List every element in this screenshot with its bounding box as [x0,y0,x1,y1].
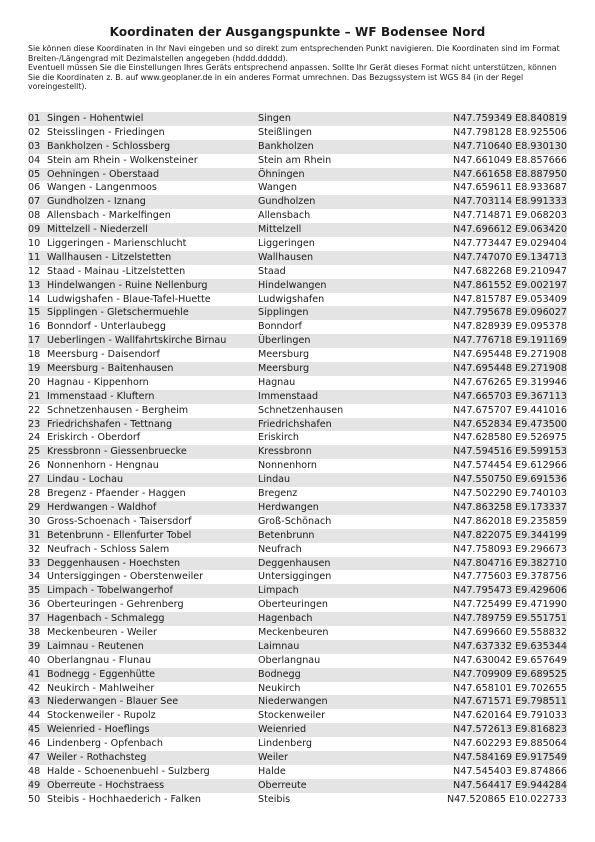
route-name: Niederwangen - Blauer See [47,696,179,708]
coordinates: N47.665703 E9.367113 [453,390,567,402]
start-place: Hindelwangen [258,279,327,291]
route-name: Stockenweiler - Rupolz [47,710,156,722]
coordinates: N47.776718 E9.191169 [453,335,567,347]
coordinates: N47.695448 E9.271908 [453,363,567,375]
table-row [28,168,567,182]
row-number: 42 [28,682,41,694]
start-place: Friedrichshafen [258,418,332,430]
coordinates: N47.695448 E9.271908 [453,349,567,361]
row-number: 08 [28,210,41,222]
row-number: 41 [28,668,41,680]
coordinates: N47.710640 E8.930130 [453,140,567,152]
coordinates: N47.637332 E9.635344 [453,640,567,652]
start-place: Ludwigshafen [258,293,325,305]
row-number: 50 [28,793,41,805]
route-name: Immenstaad - Kluftern [47,390,155,402]
page-title: Koordinaten der Ausgangspunkte – WF Bodensee Nord [109,25,486,39]
start-place: Meckenbeuren [258,626,329,638]
start-place: Hagenbach [258,613,313,625]
row-number: 02 [28,126,41,138]
row-number: 40 [28,654,41,666]
start-place: Groß-Schönach [258,515,332,527]
start-place: Meersburg [258,363,310,375]
coordinates: N47.798128 E8.925506 [453,126,567,138]
start-place: Oberreute [258,779,307,791]
route-name: Neukirch - Mahlweiher [47,682,155,694]
coordinates: N47.628580 E9.526975 [453,432,567,444]
coordinates: N47.502290 E9.740103 [453,488,567,500]
coordinates: N47.550750 E9.691536 [453,474,567,486]
coordinates: N47.747070 E9.134713 [453,251,567,263]
table-row [28,404,567,418]
row-number: 39 [28,640,41,652]
start-place: Singen [258,113,291,124]
table-row [28,293,567,307]
start-place: Gundholzen [258,196,316,208]
route-name: Meersburg - Daisendorf [47,349,160,361]
table-row [28,320,567,334]
row-number: 24 [28,432,41,444]
start-place: Immenstaad [258,390,319,402]
row-number: 25 [28,446,41,458]
start-place: Deggenhausen [258,557,331,569]
route-name: Meckenbeuren - Weiler [47,626,158,638]
start-place: Sipplingen [258,307,309,319]
coordinates: N47.775603 E9.378756 [453,571,567,583]
coordinates: N47.620164 E9.791033 [453,710,567,722]
route-name: Bankholzen - Schlossberg [47,140,171,152]
table-row [28,223,567,237]
route-name: Bonndorf - Unterlaubegg [47,321,166,333]
coordinates: N47.630042 E9.657649 [453,654,567,666]
row-number: 21 [28,390,41,402]
route-name: Lindenberg - Opfenbach [47,738,163,750]
table-row [28,570,567,584]
table-row [28,181,567,195]
start-place: Kressbronn [258,446,312,458]
table-row [28,445,567,459]
route-name: Steibis - Hochhaederich - Falken [47,793,201,805]
route-name: Friedrichshafen - Tettnang [47,418,173,430]
table-row [28,515,567,529]
route-name: Schnetzenhausen - Bergheim [47,404,189,416]
row-number: 04 [28,154,41,166]
row-number: 10 [28,238,41,250]
start-place: Neufrach [258,543,302,555]
route-name: Bregenz - Pfaender - Haggen [47,488,186,500]
row-number: 45 [28,724,41,736]
row-number: 35 [28,585,41,597]
start-place: Weiler [258,751,289,763]
table-row [28,390,567,404]
route-name: Nonnenhorn - Hengnau [47,460,159,472]
start-place: Lindenberg [258,738,313,750]
route-name: Eriskirch - Oberdorf [47,432,141,444]
start-place: Wangen [258,182,297,194]
route-name: Ueberlingen - Wallfahrtskirche Birnau [47,335,227,347]
row-number: 30 [28,515,41,527]
start-place: Liggeringen [258,238,315,250]
route-name: Stein am Rhein - Wolkensteiner [47,154,198,166]
row-number: 09 [28,224,41,236]
route-name: Halde - Schoenenbuehl - Sulzberg [47,765,210,777]
coordinates: N47.815787 E9.053409 [453,293,567,305]
route-name: Neufrach - Schloss Salem [47,543,170,555]
table-row [28,709,567,723]
start-place: Bankholzen [258,140,314,152]
route-name: Untersiggingen - Oberstenweiler [47,571,204,583]
route-name: Limpach - Tobelwangerhof [47,585,173,597]
start-place: Staad [258,265,286,277]
coordinates: N47.863258 E9.173337 [453,501,567,513]
table-row [28,348,567,362]
table-row [28,654,567,668]
route-name: Betenbrunn - Ellenfurter Tobel [47,529,192,541]
start-place: Wallhausen [258,251,314,263]
intro-paragraph-2: Eventuell müssen Sie die Einstellungen Ihres Geräts entsprechend anpassen. Sollte Ihr Gerät dieses Format nicht unterstützen, können Sie die Koordinaten z. B. auf www.geoplaner.de in ein anderes Format umrechnen. Das Bezugssystem ist WGS 84 (in der Regel voreingestellt). [28,63,557,91]
table-row [28,140,567,154]
row-number: 31 [28,529,41,541]
coordinates: N47.594516 E9.599153 [453,446,567,458]
table-row [28,459,567,473]
start-place: Herdwangen [258,501,319,513]
coordinates: N47.759349 E8.840819 [453,113,567,124]
row-number: 37 [28,613,41,625]
row-number: 06 [28,182,41,194]
start-place: Allensbach [258,210,311,222]
row-number: 19 [28,363,41,375]
route-name: Meersburg - Baitenhausen [47,363,174,375]
coordinates: N47.703114 E8.991333 [453,196,567,208]
start-place: Halde [258,765,286,777]
row-number: 38 [28,626,41,638]
row-number: 11 [28,251,41,263]
table-row [28,584,567,598]
route-name: Hagnau - Kippenhorn [47,376,149,388]
start-place: Laimnau [258,640,300,652]
table-row [28,334,567,348]
table-row [28,529,567,543]
start-place: Stockenweiler [258,710,326,722]
start-place: Niederwangen [258,696,328,708]
coordinates: N47.676265 E9.319946 [453,376,567,388]
route-name: Oberlangnau - Flunau [47,654,152,666]
row-number: 28 [28,488,41,500]
start-place: Bonndorf [258,321,302,333]
route-name: Staad - Mainau -Litzelstetten [47,265,186,277]
table-row [28,779,567,793]
coordinates: N47.804716 E9.382710 [453,557,567,569]
start-place: Steibis [258,793,291,805]
coordinates: N47.682268 E9.210947 [453,265,567,277]
start-place: Hagnau [258,376,296,388]
route-name: Hindelwangen - Ruine Nellenburg [47,279,208,291]
row-number: 14 [28,293,41,305]
table-row [28,195,567,209]
table-row [28,112,567,126]
table-row [28,626,567,640]
row-number: 13 [28,279,41,291]
coordinates: N47.661658 E8.887950 [453,168,567,180]
coordinates: N47.758093 E9.296673 [453,543,567,555]
row-number: 36 [28,599,41,611]
start-place: Lindau [258,474,291,486]
coordinates: N47.773447 E9.029404 [453,238,567,250]
row-number: 48 [28,765,41,777]
route-name: Allensbach - Markelfingen [47,210,171,222]
table-row [28,473,567,487]
row-number: 47 [28,751,41,763]
route-name: Oehningen - Oberstaad [47,168,160,180]
row-number: 32 [28,543,41,555]
row-number: 03 [28,140,41,152]
route-name: Weienried - Hoeflings [47,724,150,736]
table-row [28,265,567,279]
row-number: 27 [28,474,41,486]
table-row [28,431,567,445]
row-number: 23 [28,418,41,430]
coordinates: N47.671571 E9.798511 [453,696,567,708]
start-place: Steißlingen [258,126,312,138]
row-number: 49 [28,779,41,791]
coordinates: N47.602293 E9.885064 [453,738,567,750]
start-place: Überlingen [258,335,311,347]
coordinates: N47.699660 E9.558832 [453,626,567,638]
table-row [28,668,567,682]
coordinates: N47.584169 E9.917549 [453,751,567,763]
intro-text [28,44,567,92]
route-name: Liggeringen - Marienschlucht [47,238,187,250]
table-row [28,557,567,571]
coordinates-table [28,112,567,807]
start-place: Meersburg [258,349,310,361]
coordinates: N47.822075 E9.344199 [453,529,567,541]
table-row [28,723,567,737]
row-number: 12 [28,265,41,277]
table-row [28,543,567,557]
coordinates: N47.862018 E9.235859 [453,515,567,527]
route-name: Hagenbach - Schmalegg [47,613,165,625]
start-place: Bregenz [258,488,298,500]
row-number: 22 [28,404,41,416]
coordinates: N47.795473 E9.429606 [453,585,567,597]
route-name: Oberreute - Hochstraess [47,779,165,791]
row-number: 07 [28,196,41,208]
coordinates: N47.696612 E9.063420 [453,224,567,236]
route-name: Wallhausen - Litzelstetten [47,251,172,263]
route-name: Gross-Schoenach - Taisersdorf [47,515,192,527]
start-place: Mittelzell [258,224,302,236]
start-place: Oberlangnau [258,654,321,666]
row-number: 29 [28,501,41,513]
route-name: Steisslingen - Friedingen [47,126,165,138]
coordinates: N47.789759 E9.551751 [453,613,567,625]
coordinates: N47.661049 E8.857666 [453,154,567,166]
table-row [28,695,567,709]
route-name: Deggenhausen - Hoechsten [47,557,181,569]
row-number: 26 [28,460,41,472]
table-row [28,793,567,807]
route-name: Sipplingen - Gletschermuehle [47,307,189,319]
route-name: Oberteuringen - Gehrenberg [47,599,184,611]
coordinates: N47.574454 E9.612966 [453,460,567,472]
table-row [28,306,567,320]
coordinates: N47.520865 E10.022733 [446,793,567,805]
table-row [28,612,567,626]
row-number: 01 [28,113,41,124]
start-place: Oberteuringen [258,599,328,611]
coordinates: N47.795678 E9.096027 [453,307,567,319]
table-row [28,154,567,168]
route-name: Laimnau - Reutenen [47,640,144,652]
start-place: Öhningen [258,168,305,180]
row-number: 43 [28,696,41,708]
start-place: Untersiggingen [258,571,332,583]
start-place: Schnetzenhausen [258,404,344,416]
coordinates: N47.659611 E8.933687 [453,182,567,194]
intro-paragraph-1: Sie können diese Koordinaten in Ihr Navi eingeben und so direkt zum entsprechenden Punkt navigieren. Die Koordinaten sind im Format Breiten-/Längengrad mit Dezimalstellen angegeben (hddd.ddddd). [28,44,560,63]
row-number: 46 [28,738,41,750]
start-place: Nonnenhorn [258,460,317,472]
row-number: 18 [28,349,41,361]
coordinates: N47.545403 E9.874866 [453,765,567,777]
start-place: Eriskirch [258,432,299,444]
coordinates: N47.828939 E9.095378 [453,321,567,333]
coordinates: N47.572613 E9.816823 [453,724,567,736]
route-name: Gundholzen - Iznang [47,196,146,208]
coordinates: N47.714871 E9.068203 [453,210,567,222]
route-name: Wangen - Langenmoos [47,182,157,194]
table-row [28,487,567,501]
table-row [28,682,567,696]
route-name: Ludwigshafen - Blaue-Tafel-Huette [47,293,211,305]
route-name: Herdwangen - Waldhof [47,501,157,513]
start-place: Stein am Rhein [258,154,332,166]
start-place: Neukirch [258,682,301,694]
row-number: 44 [28,710,41,722]
start-place: Weienried [258,724,307,736]
coordinates: N47.675707 E9.441016 [453,404,567,416]
table-row [28,765,567,779]
start-place: Betenbrunn [258,529,315,541]
table-row [28,237,567,251]
start-place: Limpach [258,585,299,597]
table-row [28,209,567,223]
row-number: 05 [28,168,41,180]
row-number: 17 [28,335,41,347]
coordinates: N47.658101 E9.702655 [453,682,567,694]
table-row [28,640,567,654]
table-row [28,501,567,515]
table-row [28,376,567,390]
route-name: Lindau - Lochau [47,474,124,486]
table-row [28,418,567,432]
table-row [28,737,567,751]
coordinates: N47.709909 E9.689525 [453,668,567,680]
route-name: Bodnegg - Eggenhütte [47,668,156,680]
table-row [28,362,567,376]
row-number: 33 [28,557,41,569]
start-place: Bodnegg [258,668,301,680]
row-number: 15 [28,307,41,319]
coordinates: N47.725499 E9.471990 [453,599,567,611]
row-number: 34 [28,571,41,583]
route-name: Singen - Hohentwiel [47,113,144,124]
table-row [28,598,567,612]
coordinates: N47.652834 E9.473500 [453,418,567,430]
table-row [28,279,567,293]
table-row [28,251,567,265]
row-number: 16 [28,321,41,333]
route-name: Kressbronn - Giessenbruecke [47,446,187,458]
table-row [28,126,567,140]
row-number: 20 [28,376,41,388]
route-name: Weiler - Rothachsteg [47,751,147,763]
coordinates: N47.861552 E9.002197 [453,279,567,291]
coordinates: N47.564417 E9.944284 [453,779,567,791]
table-row [28,751,567,765]
route-name: Mittelzell - Niederzell [47,224,148,236]
